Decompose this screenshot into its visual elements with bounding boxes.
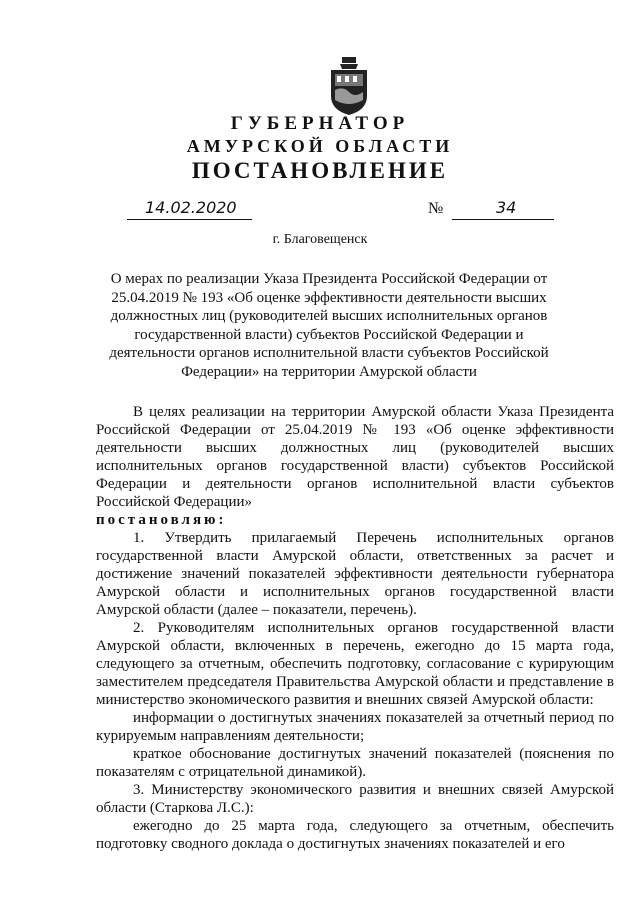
paragraph-item-3: 3. Министерству экономического развития и внешних связей Амурской области (Старкова Л.С.): bbox=[96, 782, 614, 816]
date-underline bbox=[127, 219, 252, 220]
document-number: 34 bbox=[496, 198, 517, 217]
paragraph-item-3-sub-1: ежегодно до 25 марта года, следующего за отчетным, обеспечить подготовку сводного доклада о достигнутых значениях показателей и его bbox=[96, 818, 614, 852]
number-underline bbox=[452, 219, 554, 220]
city-label: г. Благовещенск bbox=[272, 232, 368, 247]
document-body bbox=[96, 403, 614, 853]
document-date: 14.02.2020 bbox=[145, 198, 237, 217]
governor-title-line2: АМУРСКОЙ ОБЛАСТИ bbox=[186, 136, 454, 156]
decree-word: постановляю: bbox=[96, 512, 227, 528]
paragraph-item-2: 2. Руководителям исполнительных органов государственной власти Амурской области, включенных в перечень, ежегодно до 15 марта года, следующего за отчетным, обеспечить подготовку, согласование с курирующим заместителем председателя Правительства Амурской области и представление в министерство экономического развития и внешних связей Амурской области: bbox=[96, 620, 614, 708]
paragraph-item-2-sub-1: информации о достигнутых значениях показателей за отчетный период по курируемым направлениям деятельности; bbox=[96, 710, 614, 744]
document-title: О мерах по реализации Указа Президента Российской Федерации от 25.04.2019 № 193 «Об оценке эффективности деятельности высших должностных лиц (руководителей высших исполнительных органов государственной власти) субъектов Российской Федерации и деятельности органов исполнительной власти субъектов Российской Федерации» на территории Амурской области bbox=[109, 271, 549, 380]
paragraph-item-2-sub-2: краткое обоснование достигнутых значений показателей (пояснения по показателям с отрицательной динамикой). bbox=[96, 746, 614, 780]
number-label: № bbox=[428, 200, 444, 217]
coat-of-arms-icon bbox=[325, 56, 373, 116]
intro-paragraph: В целях реализации на территории Амурской области Указа Президента Российской Федерации от 25.04.2019 № 193 «Об оценке эффективности деятельности высших должностных лиц (руководителей высших исполнительных органов государственной власти) субъектов Российской Федерации и деятельности органов исполнительной власти субъектов Российской Федерации» bbox=[96, 404, 614, 510]
document-type-heading: ПОСТАНОВЛЕНИЕ bbox=[191, 158, 449, 183]
paragraph-item-1: 1. Утвердить прилагаемый Перечень исполнительных органов государственной власти Амурской области, ответственных за расчет и достижение значений показателей эффективности деятельности губернатора Амурской области и исполнительных органов государственной власти Амурской области (далее – показатели, перечень). bbox=[96, 530, 614, 618]
governor-title-line1: ГУБЕРНАТОР bbox=[230, 113, 410, 134]
